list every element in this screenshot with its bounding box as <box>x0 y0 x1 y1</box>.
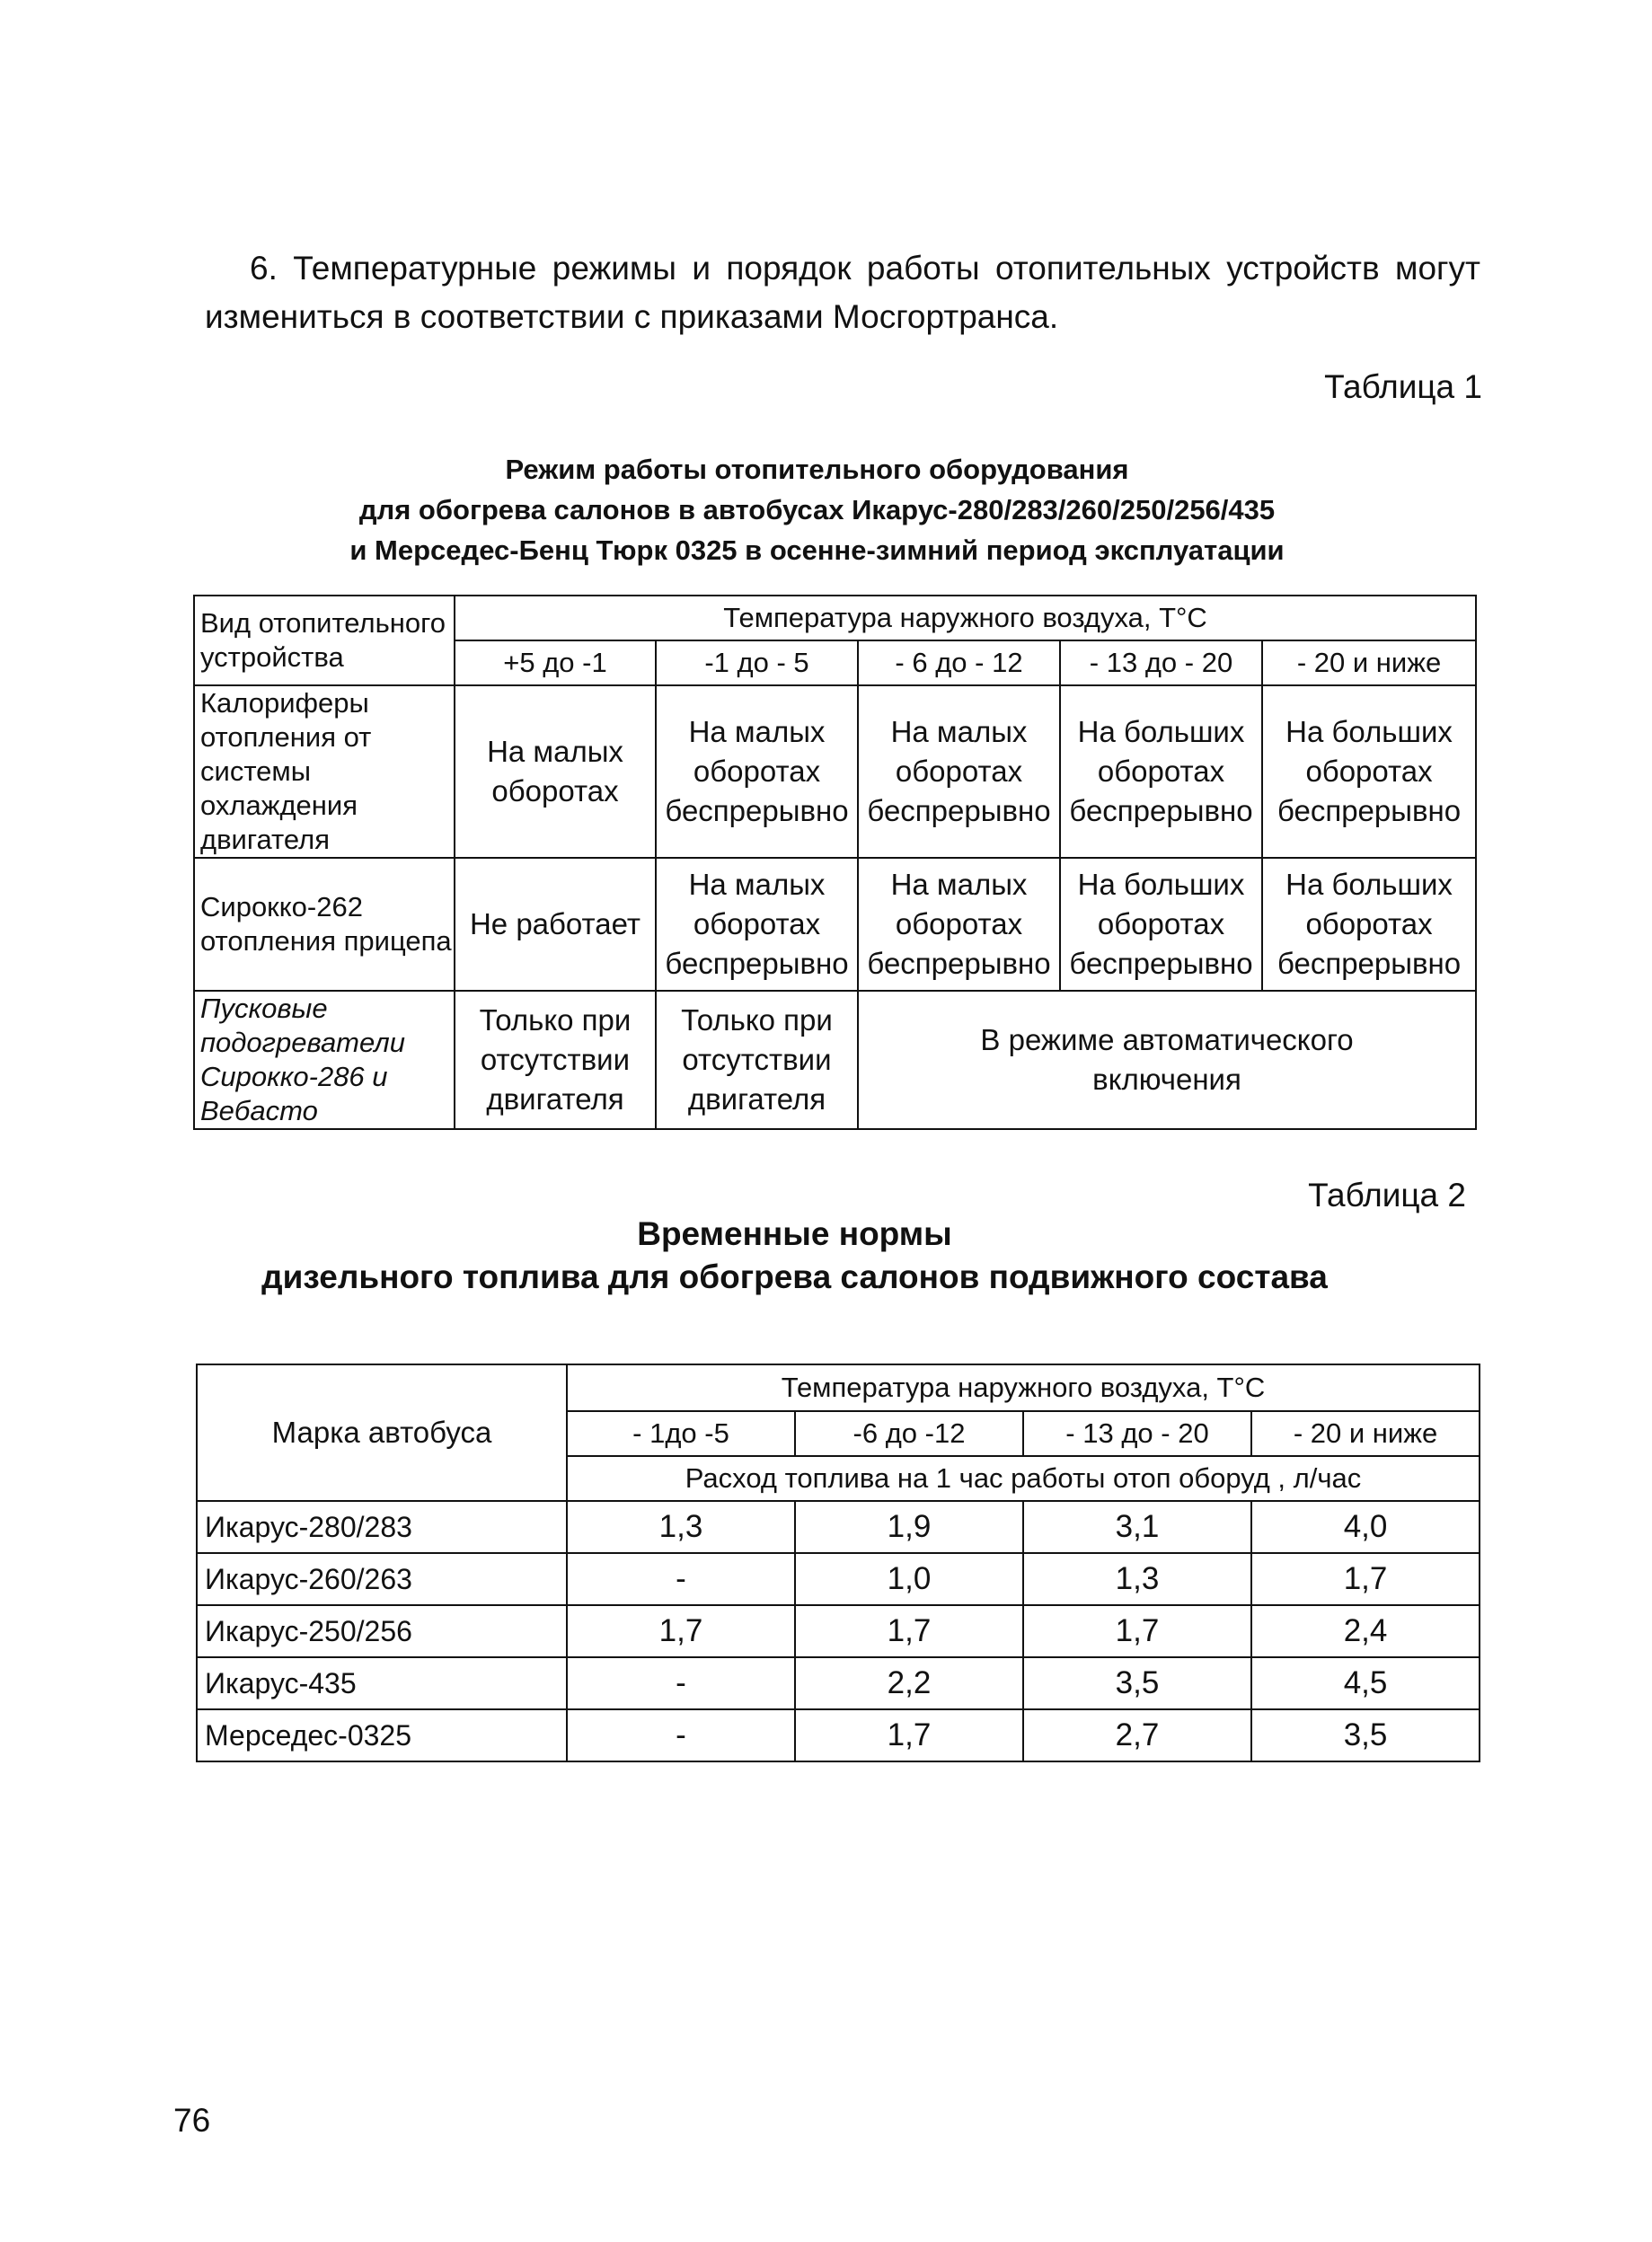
mode-cell-merged: В режиме автоматического включения <box>858 991 1476 1129</box>
table1-title-line: Режим работы отопительного оборудования <box>505 454 1129 485</box>
mode-cell: На малых оборотах беспрерывно <box>858 685 1060 858</box>
fuel-value: - <box>567 1553 795 1605</box>
mode-cell: На больших оборотах беспрерывно <box>1060 685 1262 858</box>
fuel-value: 1,7 <box>567 1605 795 1657</box>
fuel-value: 1,7 <box>795 1709 1023 1761</box>
table-row <box>197 1709 1480 1761</box>
table2-title-line: Временные нормы <box>637 1215 952 1252</box>
fuel-value: 3,1 <box>1023 1501 1251 1553</box>
table2-label: Таблица 2 <box>1308 1177 1466 1214</box>
brand-header: Марка автобуса <box>197 1364 567 1501</box>
device-name: Пусковые подогреватели Сирокко-286 и Вебасто <box>194 991 455 1129</box>
temp-header: Температура наружного воздуха, T°C <box>567 1364 1480 1411</box>
mode-cell: На малых оборотах беспрерывно <box>858 858 1060 991</box>
fuel-value: 2,7 <box>1023 1709 1251 1761</box>
fuel-value: 3,5 <box>1023 1657 1251 1709</box>
temp-range: - 13 до - 20 <box>1023 1411 1251 1456</box>
bus-brand: Икарус-435 <box>197 1657 567 1709</box>
fuel-value: 4,5 <box>1251 1657 1480 1709</box>
device-header: Вид отопительного устройства <box>194 596 455 685</box>
page-number: 76 <box>173 2102 211 2139</box>
temp-range: - 20 и ниже <box>1262 640 1476 685</box>
table-row <box>194 858 1476 991</box>
fuel-value: 1,7 <box>795 1605 1023 1657</box>
fuel-value: 1,3 <box>1023 1553 1251 1605</box>
fuel-value: 3,5 <box>1251 1709 1480 1761</box>
fuel-value: - <box>567 1709 795 1761</box>
mode-cell: На больших оборотах беспрерывно <box>1060 858 1262 991</box>
table-row <box>194 685 1476 858</box>
bus-brand: Икарус-260/263 <box>197 1553 567 1605</box>
temp-range: -6 до -12 <box>795 1411 1023 1456</box>
fuel-value: 1,7 <box>1023 1605 1251 1657</box>
fuel-value: 1,0 <box>795 1553 1023 1605</box>
fuel-value: 1,7 <box>1251 1553 1480 1605</box>
mode-cell: Только при отсутствии двигателя <box>656 991 858 1129</box>
temp-range: - 1до -5 <box>567 1411 795 1456</box>
table-row <box>194 991 1476 1129</box>
bus-brand: Икарус-250/256 <box>197 1605 567 1657</box>
temp-range: - 20 и ниже <box>1251 1411 1480 1456</box>
heating-mode-table <box>193 595 1477 1130</box>
temp-range: +5 до -1 <box>455 640 656 685</box>
fuel-norms-table <box>196 1364 1480 1762</box>
fuel-value: 4,0 <box>1251 1501 1480 1553</box>
paragraph-6: 6. Температурные режимы и порядок работы отопительных устройств могут измениться в соответствии с приказами Мосгортранса. <box>205 250 1480 335</box>
table-row <box>197 1605 1480 1657</box>
table-row <box>197 1657 1480 1709</box>
table-row <box>197 1553 1480 1605</box>
bus-brand: Икарус-280/283 <box>197 1501 567 1553</box>
table-row <box>197 1501 1480 1553</box>
table1-title-line: и Мерседес-Бенц Тюрк 0325 в осенне-зимний период эксплуатации <box>349 534 1285 566</box>
table1-label: Таблица 1 <box>1324 368 1482 405</box>
fuel-value: 2,4 <box>1251 1605 1480 1657</box>
fuel-value: 1,9 <box>795 1501 1023 1553</box>
temp-header: Температура наружного воздуха, T°C <box>455 596 1476 640</box>
device-name: Сирокко-262 отопления прицепа <box>194 858 455 991</box>
table2-title <box>0 1213 1652 1299</box>
mode-cell: На больших оборотах беспрерывно <box>1262 685 1476 858</box>
temp-range: - 6 до - 12 <box>858 640 1060 685</box>
mode-cell: Только при отсутствии двигателя <box>455 991 656 1129</box>
mode-cell: На малых оборотах <box>455 685 656 858</box>
mode-cell: На малых оборотах беспрерывно <box>656 858 858 991</box>
bus-brand: Мерседес-0325 <box>197 1709 567 1761</box>
device-name: Калориферы отопления от системы охлаждения двигателя <box>194 685 455 858</box>
table1-title-line: для обогрева салонов в автобусах Икарус-280/283/260/250/256/435 <box>358 494 1276 525</box>
table1-title <box>0 449 1652 570</box>
mode-cell: На малых оборотах беспрерывно <box>656 685 858 858</box>
fuel-value: 2,2 <box>795 1657 1023 1709</box>
fuel-value: 1,3 <box>567 1501 795 1553</box>
temp-range: -1 до - 5 <box>656 640 858 685</box>
mode-cell: Не работает <box>455 858 656 991</box>
fuel-value: - <box>567 1657 795 1709</box>
temp-range: - 13 до - 20 <box>1060 640 1262 685</box>
table2-title-line: дизельного топлива для обогрева салонов подвижного состава <box>261 1258 1328 1295</box>
consumption-header: Расход топлива на 1 час работы отоп оборуд , л/час <box>567 1456 1480 1501</box>
mode-cell: На больших оборотах беспрерывно <box>1262 858 1476 991</box>
